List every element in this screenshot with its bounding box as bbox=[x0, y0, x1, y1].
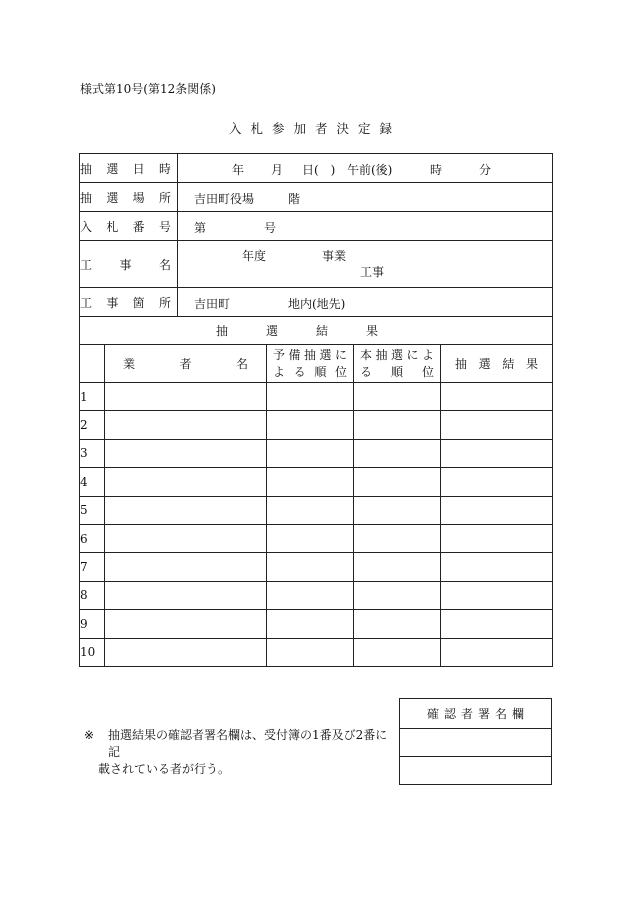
label-char: 所 bbox=[158, 190, 171, 205]
result-row bbox=[80, 439, 553, 467]
label-char: 札 bbox=[106, 219, 119, 234]
header-char: 結 bbox=[502, 357, 515, 371]
header-char: よ bbox=[273, 364, 286, 379]
form-number: 様式第10号(第12条関係) bbox=[80, 82, 216, 96]
header-char: 選 bbox=[478, 357, 491, 371]
label-bid-number bbox=[80, 212, 178, 241]
row-number: 4 bbox=[80, 468, 105, 496]
header-char: る bbox=[360, 364, 373, 379]
result-row bbox=[80, 581, 553, 609]
label-char: 抽 bbox=[80, 161, 93, 176]
main-rank-cell[interactable] bbox=[354, 439, 441, 467]
prelim-rank-cell[interactable] bbox=[267, 439, 354, 467]
value-work-place[interactable] bbox=[178, 288, 553, 317]
fiscal-year-label: 年度 bbox=[242, 249, 267, 263]
row-number: 1 bbox=[80, 383, 105, 411]
result-row bbox=[80, 383, 553, 411]
label-char: 選 bbox=[106, 161, 119, 176]
prelim-rank-cell[interactable] bbox=[267, 553, 354, 581]
label-lottery-place bbox=[80, 183, 178, 212]
header-char: 備 bbox=[288, 347, 301, 362]
header-char: に bbox=[334, 347, 347, 362]
prelim-rank-cell[interactable] bbox=[267, 468, 354, 496]
header-number bbox=[80, 345, 105, 383]
row-number: 3 bbox=[80, 439, 105, 467]
bid-suffix: 号 bbox=[264, 221, 277, 235]
row-bid-number bbox=[80, 212, 553, 241]
prelim-rank-cell[interactable] bbox=[267, 638, 354, 666]
main-rank-cell[interactable] bbox=[354, 468, 441, 496]
header-char: よ bbox=[421, 347, 434, 362]
row-number: 5 bbox=[80, 496, 105, 524]
value-bid-number[interactable] bbox=[178, 212, 553, 241]
header-char: に bbox=[406, 347, 419, 362]
header-char: 位 bbox=[421, 364, 434, 379]
result-row bbox=[80, 496, 553, 524]
header-char: 果 bbox=[525, 357, 538, 371]
note bbox=[84, 727, 396, 778]
header-char: る bbox=[293, 364, 306, 379]
result-cell[interactable] bbox=[441, 581, 553, 609]
month-label: 月 bbox=[271, 163, 284, 177]
record-table bbox=[79, 153, 553, 667]
header-main-rank bbox=[354, 345, 441, 383]
company-cell[interactable] bbox=[105, 524, 267, 552]
header-char: 順 bbox=[390, 364, 403, 379]
place-value: 吉田町役場 bbox=[194, 192, 255, 206]
result-cell[interactable] bbox=[441, 610, 553, 638]
bid-prefix: 第 bbox=[194, 221, 207, 235]
minute-label: 分 bbox=[479, 163, 492, 177]
result-cell[interactable] bbox=[441, 496, 553, 524]
row-lottery-place bbox=[80, 183, 553, 212]
label-char: 時 bbox=[158, 161, 171, 176]
project-label: 事業 bbox=[322, 249, 347, 263]
label-char: 事 bbox=[106, 295, 119, 310]
value-lottery-place[interactable] bbox=[178, 183, 553, 212]
signature-header: 確認者署名欄 bbox=[400, 699, 552, 729]
result-row bbox=[80, 524, 553, 552]
row-number: 6 bbox=[80, 524, 105, 552]
signature-field-2[interactable] bbox=[400, 757, 552, 785]
company-cell[interactable] bbox=[105, 553, 267, 581]
result-row bbox=[80, 638, 553, 666]
result-row bbox=[80, 553, 553, 581]
header-char: 名 bbox=[235, 357, 248, 371]
prelim-rank-cell[interactable] bbox=[267, 383, 354, 411]
note-line1: 抽選結果の確認者署名欄は、受付簿の1番及び2番に記 bbox=[108, 728, 388, 759]
main-rank-cell[interactable] bbox=[354, 383, 441, 411]
label-char: 号 bbox=[158, 219, 171, 234]
label-char: 名 bbox=[158, 257, 171, 272]
result-cell[interactable] bbox=[441, 411, 553, 439]
note-line2: 載されている者が行う。 bbox=[98, 762, 231, 776]
prelim-rank-cell[interactable] bbox=[267, 411, 354, 439]
main-rank-cell[interactable] bbox=[354, 581, 441, 609]
result-row bbox=[80, 411, 553, 439]
row-number: 2 bbox=[80, 411, 105, 439]
label-char: 日 bbox=[132, 161, 145, 176]
label-char: 工 bbox=[80, 257, 93, 272]
header-char: 選 bbox=[319, 347, 332, 362]
main-rank-cell[interactable] bbox=[354, 496, 441, 524]
label-char: 箇 bbox=[132, 295, 145, 310]
label-lottery-datetime bbox=[80, 154, 178, 183]
prelim-rank-cell[interactable] bbox=[267, 496, 354, 524]
result-cell[interactable] bbox=[441, 524, 553, 552]
result-cell[interactable] bbox=[441, 553, 553, 581]
note-mark: ※ bbox=[84, 728, 95, 742]
prelim-rank-cell[interactable] bbox=[267, 581, 354, 609]
label-char: 工 bbox=[80, 295, 93, 310]
result-row bbox=[80, 610, 553, 638]
company-cell[interactable] bbox=[105, 411, 267, 439]
label-char: 選 bbox=[106, 190, 119, 205]
header-char: 抽 bbox=[375, 347, 388, 362]
header-char: 抽 bbox=[455, 357, 468, 371]
work-label: 工事 bbox=[360, 265, 385, 279]
company-cell[interactable] bbox=[105, 496, 267, 524]
prelim-rank-cell[interactable] bbox=[267, 524, 354, 552]
header-char: 選 bbox=[390, 347, 403, 362]
confirmer-signature-box bbox=[399, 698, 552, 785]
header-char: 順 bbox=[314, 364, 327, 379]
row-number: 7 bbox=[80, 553, 105, 581]
document-title: 入札参加者決定録 bbox=[228, 121, 401, 136]
main-rank-cell[interactable] bbox=[354, 524, 441, 552]
result-cell[interactable] bbox=[441, 468, 553, 496]
header-char: 予 bbox=[273, 347, 286, 362]
header-char: 位 bbox=[334, 364, 347, 379]
result-cell[interactable] bbox=[441, 383, 553, 411]
label-char: 所 bbox=[158, 295, 171, 310]
label-char: 番 bbox=[132, 219, 145, 234]
signature-field-1[interactable] bbox=[400, 729, 552, 757]
area-label: 地内(地先) bbox=[288, 297, 346, 311]
header-char: 者 bbox=[179, 357, 192, 371]
company-cell[interactable] bbox=[105, 468, 267, 496]
header-char: 本 bbox=[360, 347, 373, 362]
row-work-name bbox=[80, 241, 553, 288]
town-value: 吉田町 bbox=[194, 297, 231, 311]
row-work-place bbox=[80, 288, 553, 317]
header-char: 抽 bbox=[303, 347, 316, 362]
company-cell[interactable] bbox=[105, 439, 267, 467]
label-work-place bbox=[80, 288, 178, 317]
company-cell[interactable] bbox=[105, 638, 267, 666]
result-cell[interactable] bbox=[441, 638, 553, 666]
results-section-title: 抽選結果 bbox=[80, 317, 553, 345]
row-number: 9 bbox=[80, 610, 105, 638]
floor-label: 階 bbox=[288, 192, 301, 206]
hour-label: 時 bbox=[430, 163, 443, 177]
company-cell[interactable] bbox=[105, 610, 267, 638]
result-row bbox=[80, 468, 553, 496]
result-cell[interactable] bbox=[441, 439, 553, 467]
row-number: 8 bbox=[80, 581, 105, 609]
row-results-title bbox=[80, 317, 553, 345]
label-char: 場 bbox=[132, 190, 145, 205]
main-rank-cell[interactable] bbox=[354, 638, 441, 666]
label-char: 入 bbox=[80, 219, 93, 234]
prelim-rank-cell[interactable] bbox=[267, 610, 354, 638]
row-lottery-datetime bbox=[80, 154, 553, 183]
day-label: 日( ) bbox=[302, 163, 336, 177]
label-char: 事 bbox=[119, 257, 132, 272]
value-work-name[interactable] bbox=[178, 241, 553, 288]
main-rank-cell[interactable] bbox=[354, 411, 441, 439]
main-rank-cell[interactable] bbox=[354, 553, 441, 581]
company-cell[interactable] bbox=[105, 383, 267, 411]
header-result bbox=[441, 345, 553, 383]
ampm-label: 午前(後) bbox=[347, 163, 393, 177]
value-lottery-datetime[interactable] bbox=[178, 154, 553, 183]
company-cell[interactable] bbox=[105, 581, 267, 609]
main-rank-cell[interactable] bbox=[354, 610, 441, 638]
results-header-row bbox=[80, 345, 553, 383]
header-company bbox=[105, 345, 267, 383]
header-prelim-rank bbox=[267, 345, 354, 383]
label-char: 抽 bbox=[80, 190, 93, 205]
row-number: 10 bbox=[80, 638, 105, 666]
header-char: 業 bbox=[123, 357, 136, 371]
year-label: 年 bbox=[232, 163, 245, 177]
label-work-name bbox=[80, 241, 178, 288]
